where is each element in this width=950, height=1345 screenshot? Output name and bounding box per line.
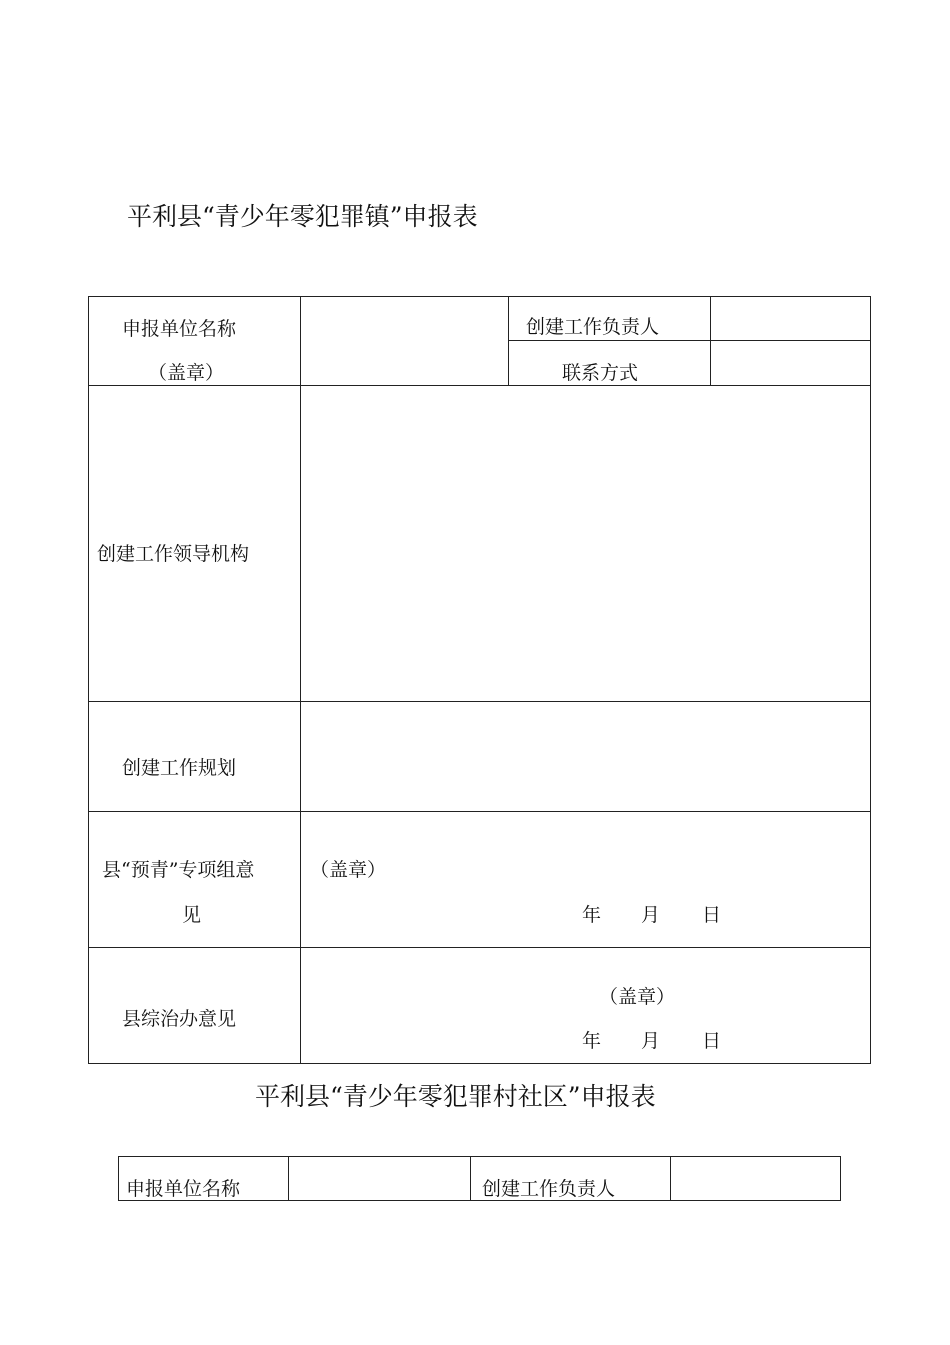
leadership-org-label: 创建工作领导机构	[97, 543, 250, 565]
table-row-divider	[88, 811, 871, 812]
county-group-opinion-label: 县“预青”专项组意	[102, 859, 255, 881]
table-row-divider	[88, 385, 871, 386]
comprehensive-office-label: 县综治办意见	[122, 1008, 237, 1030]
county-group-year: 年	[582, 904, 602, 926]
county-group-opinion-label-cont: 见	[182, 904, 202, 926]
seal-note-label: （盖章）	[148, 362, 225, 384]
work-plan-value[interactable]	[306, 716, 866, 806]
contact-value[interactable]	[715, 345, 865, 381]
comprehensive-office-seal: （盖章）	[599, 986, 676, 1008]
table-row-divider	[508, 340, 871, 341]
table-border-right	[840, 1156, 841, 1201]
table-border-bottom	[88, 1063, 871, 1064]
table-border-right	[870, 296, 871, 1064]
table-column-divider	[300, 296, 301, 1064]
form2-person-in-charge-value[interactable]	[676, 1160, 834, 1196]
leadership-org-value[interactable]	[306, 392, 866, 696]
table-border-left	[88, 296, 89, 1064]
comprehensive-office-day: 日	[702, 1030, 722, 1052]
form2-applicant-unit-value[interactable]	[294, 1160, 464, 1196]
county-group-seal: （盖章）	[310, 859, 387, 881]
table-column-divider	[670, 1156, 671, 1201]
person-in-charge-value[interactable]	[715, 300, 865, 336]
table-column-divider	[470, 1156, 471, 1201]
applicant-unit-label: 申报单位名称	[122, 318, 237, 340]
form2-title: 平利县“青少年零犯罪村社区”申报表	[255, 1082, 656, 1111]
comprehensive-office-month: 月	[641, 1030, 661, 1052]
table-border-top	[88, 296, 871, 297]
table-border-top	[118, 1156, 841, 1157]
county-group-month: 月	[641, 904, 661, 926]
county-group-day: 日	[702, 904, 722, 926]
work-plan-label: 创建工作规划	[122, 757, 237, 779]
table-column-divider	[710, 296, 711, 386]
form1-title: 平利县“青少年零犯罪镇”申报表	[127, 202, 478, 231]
form2-applicant-unit-label: 申报单位名称	[126, 1178, 241, 1200]
form2-person-in-charge-label: 创建工作负责人	[482, 1178, 616, 1200]
comprehensive-office-year: 年	[582, 1030, 602, 1052]
table-row-divider	[88, 947, 871, 948]
table-column-divider	[508, 296, 509, 386]
contact-label: 联系方式	[562, 362, 639, 384]
table-column-divider	[288, 1156, 289, 1201]
person-in-charge-label: 创建工作负责人	[526, 316, 660, 338]
applicant-unit-value[interactable]	[310, 314, 500, 374]
table-border-left	[118, 1156, 119, 1201]
table-row-divider	[88, 701, 871, 702]
